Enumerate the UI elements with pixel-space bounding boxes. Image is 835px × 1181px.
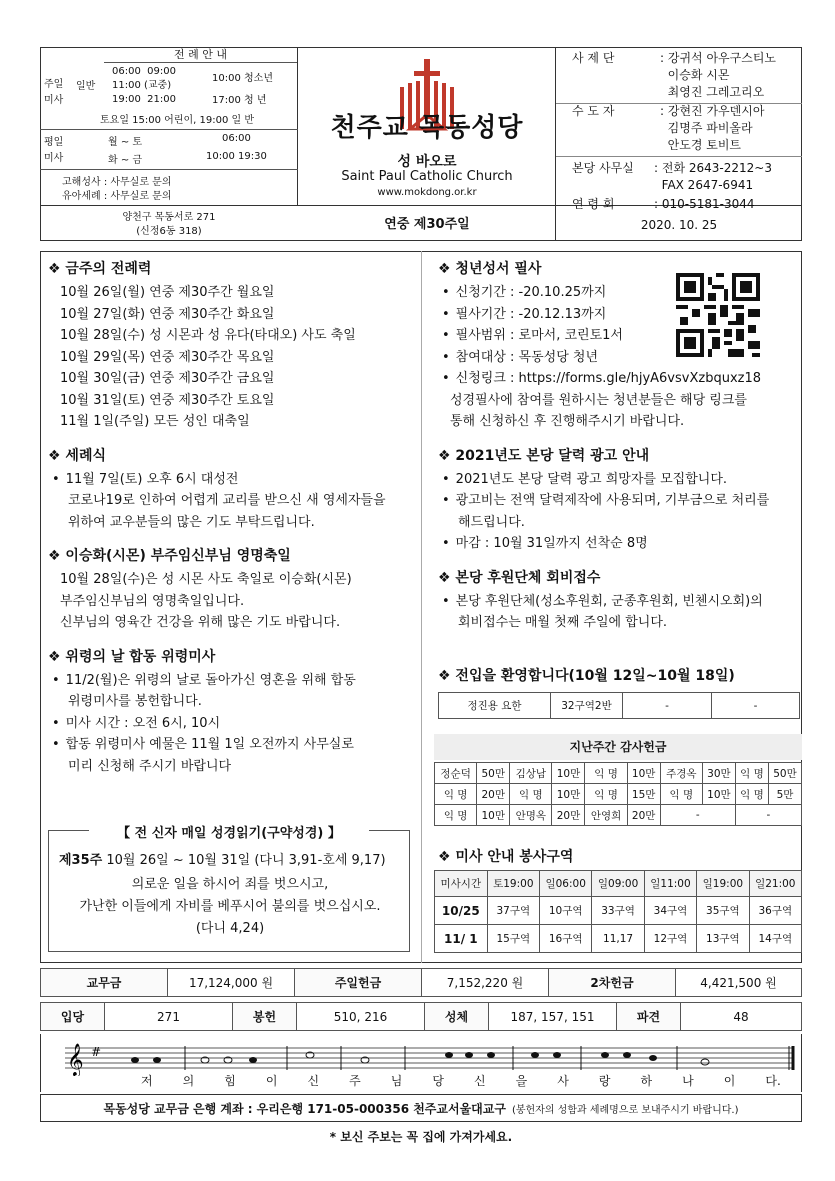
svg-text:𝄞: 𝄞 <box>67 1043 84 1076</box>
sunday-offering-label: 주일헌금 <box>295 969 422 997</box>
infant-line: 유아세례 : 사무실로 문의 <box>62 191 172 202</box>
donor-name: 익 명 <box>435 784 477 805</box>
bank-account-note: (봉헌자의 성함과 세례명으로 보내주시기 바랍니다.) <box>511 1104 739 1116</box>
donor-name: - <box>660 805 735 826</box>
list-item: 위하여 교우분들의 많은 기도 부탁드립니다. <box>68 514 315 530</box>
finance-table-1 <box>40 968 802 997</box>
list-item: 미리 신청해 주시기 바랍니다 <box>68 758 232 774</box>
lyric-syllable: 랑 <box>598 1074 611 1088</box>
dismissal-hymn-value: 48 <box>681 1003 802 1031</box>
list-item: 코로나19로 인하여 어렵게 교리를 받으신 새 영세자들을 <box>68 493 386 508</box>
lyric-syllable: 이 <box>265 1074 278 1088</box>
weekday-row1-time: 06:00 <box>222 133 251 144</box>
list-item: 10월 31일(토) 연중 제30주간 토요일 <box>60 392 275 408</box>
section-title: ❖ 위령의 날 합동 위령미사 <box>48 648 216 665</box>
table-cell: 16구역 <box>540 925 592 953</box>
lyric-syllable: 의 <box>182 1074 195 1088</box>
bible-week: 제35주 10월 26일 ~ 10월 31일 (다니 3,91-호세 9,17) <box>59 853 386 868</box>
staff-panel <box>572 50 800 213</box>
staff-religious: 수 도 자 : 강현진 가우덴시아 김명주 파비올라 안도경 토비트 <box>572 104 765 152</box>
table-row <box>435 897 802 925</box>
table-cell: 11,17 <box>592 925 644 953</box>
lyric-syllable: 힘 <box>224 1074 236 1088</box>
list-item: • 참여대상 : 목동성당 청년 <box>442 347 800 369</box>
donor-amount: 20만 <box>477 784 510 805</box>
lyric-syllable: 을 <box>515 1074 528 1088</box>
offertory-hymn-label: 봉헌 <box>233 1003 297 1031</box>
table-row <box>435 763 802 784</box>
list-item: • 11/2(월)은 위령의 날로 돌아가신 영혼을 위해 합동 <box>52 670 418 692</box>
lyrics <box>141 1072 781 1089</box>
lyric-syllable: 하 <box>640 1074 653 1088</box>
table-cell: 34구역 <box>644 897 696 925</box>
section-support-fees <box>438 567 800 634</box>
weekday-label: 평일 미사 <box>44 137 64 164</box>
list-item: 위령미사를 봉헌합니다. <box>68 694 202 709</box>
sunday-mass-label: 주일 미사 <box>44 79 64 106</box>
dismissal-hymn-label: 파견 <box>617 1003 681 1031</box>
table-cell: 36구역 <box>749 897 801 925</box>
section-title: ❖ 본당 후원단체 회비접수 <box>438 569 601 586</box>
table-cell: 15구역 <box>487 925 539 953</box>
table-cell: 35구역 <box>697 897 749 925</box>
church-name-en: Saint Paul Catholic Church <box>341 169 513 184</box>
donor-name: 익 명 <box>585 763 627 784</box>
lyric-syllable: 신 <box>474 1074 486 1088</box>
table-cell: 정진용 요한 <box>439 693 551 719</box>
address-line-1: 양천구 목동서로 271 <box>122 212 216 223</box>
bible-reading-box <box>48 826 410 952</box>
column-header: 일21:00 <box>749 871 801 897</box>
section-calendar-ad <box>438 445 800 555</box>
staff-priest: 사 제 단 : 강귀석 아우구스티노 이승화 시몬 최영진 그레고리오 <box>572 51 777 99</box>
donor-amount: 5만 <box>768 784 801 805</box>
column-header: 미사시간 <box>435 871 488 897</box>
lyric-syllable: 다. <box>765 1074 781 1088</box>
table-cell: 33구역 <box>592 897 644 925</box>
donor-amount: 10만 <box>477 805 510 826</box>
donor-amount: 50만 <box>477 763 510 784</box>
column-header: 일11:00 <box>644 871 696 897</box>
website: www.mokdong.or.kr <box>377 187 477 198</box>
donor-name: 정순덕 <box>435 763 477 784</box>
section-title: ❖ 이승화(시몬) 부주임신부님 영명축일 <box>48 548 291 564</box>
list-item: 10월 29일(목) 연중 제30주간 목요일 <box>60 349 275 365</box>
section-title: ❖ 2021년도 본당 달력 광고 안내 <box>438 447 650 464</box>
table-row <box>435 805 802 826</box>
list-item: • 마감 : 10월 31일까지 선착순 8명 <box>442 533 800 555</box>
table-cell: 13구역 <box>697 925 749 953</box>
donor-name: 안영희 <box>585 805 627 826</box>
mass-service-table <box>434 870 802 953</box>
schedule-panel <box>40 47 298 205</box>
section-title: ❖ 금주의 전례력 <box>48 261 152 277</box>
lyric-syllable: 님 <box>390 1074 403 1088</box>
youth-2: 17:00 청 년 <box>212 95 267 106</box>
weekday-row1-days: 월 ~ 토 <box>108 137 143 148</box>
table-row <box>435 784 802 805</box>
donor-amount: 10만 <box>702 784 735 805</box>
list-item: 10월 26일(월) 연중 제30주간 월요일 <box>60 285 275 300</box>
communion-hymn-label: 성체 <box>425 1003 489 1031</box>
donor-amount: 50만 <box>768 763 801 784</box>
bible-verse-ref: (다니 4,24) <box>195 921 265 936</box>
communion-hymn-value: 187, 157, 151 <box>489 1003 617 1031</box>
table-row <box>439 693 800 719</box>
table-cell: 11/ 1 <box>435 925 488 953</box>
left-column <box>48 258 418 777</box>
lyric-syllable: 신 <box>307 1074 320 1088</box>
donor-name: 익 명 <box>735 784 768 805</box>
list-item: 11월 1일(주일) 모든 성인 대축일 <box>60 414 250 429</box>
logo-panel <box>298 47 556 241</box>
donor-name: 익 명 <box>435 805 477 826</box>
footer-note: * 보신 주보는 꼭 집에 가져가세요. <box>329 1130 513 1144</box>
section-baptism <box>48 445 418 534</box>
list-item: • 미사 시간 : 오전 6시, 10시 <box>52 713 418 735</box>
lyric-syllable: 사 <box>557 1074 569 1088</box>
welcome-title: ❖ 전입을 환영합니다(10월 12일~10월 18일) <box>438 668 735 684</box>
list-item: 신부님의 영육간 건강을 위해 많은 기도 바랍니다. <box>60 615 341 630</box>
lyric-syllable: 주 <box>349 1074 361 1088</box>
weekday-row2-days: 화 ~ 금 <box>108 155 143 166</box>
entrance-hymn-value: 271 <box>105 1003 233 1031</box>
section-feast <box>48 545 418 634</box>
column-header: 일19:00 <box>697 871 749 897</box>
table-cell: 37구역 <box>487 897 539 925</box>
section-title: ❖ 세례식 <box>48 447 106 464</box>
donor-amount: 20만 <box>552 805 585 826</box>
donor-amount: 20만 <box>627 805 660 826</box>
list-item: 해드립니다. <box>458 514 525 530</box>
list-item: • 2021년도 본당 달력 광고 희망자를 모집합니다. <box>442 469 800 491</box>
lyric-syllable: 당 <box>432 1074 444 1088</box>
table-cell: 14구역 <box>749 925 801 953</box>
section-liturgy <box>48 258 418 433</box>
mass-service-title: ❖ 미사 안내 봉사구역 <box>438 849 574 865</box>
bank-account-main: 목동성당 교무금 은행 계좌 : 우리은행 171-05-000356 천주교서울대교구 <box>103 1101 506 1116</box>
weekday-row2-time: 10:00 19:30 <box>206 151 267 162</box>
second-offering-value: 4,421,500 원 <box>676 969 802 997</box>
column-header: 토19:00 <box>487 871 539 897</box>
table-cell: 10/25 <box>435 897 488 925</box>
section-requiem <box>48 646 418 778</box>
patron-kr: 성 바오로 <box>397 154 457 170</box>
offering-title: 지난주간 감사헌금 <box>434 734 802 760</box>
youth-1: 10:00 청소년 <box>212 73 273 84</box>
table-cell: - <box>712 693 800 719</box>
list-item: 부주임신부님의 영명축일입니다. <box>60 593 245 609</box>
donor-name: 김상남 <box>510 763 552 784</box>
donor-name: 익 명 <box>510 784 552 805</box>
confession-line: 고해성사 : 사무실로 문의 <box>62 177 172 188</box>
yeonryeong-contact: 연 령 회 : 010-5181-3044 <box>572 197 755 211</box>
table-row <box>435 925 802 953</box>
list-item: • 본당 후원단체(성소후원회, 군종후원회, 빈첸시오회)의 <box>442 591 800 613</box>
table-row <box>41 969 802 997</box>
list-item: • 필사기간 : -20.12.13까지 <box>442 304 800 326</box>
table-cell: - <box>623 693 712 719</box>
lyric-syllable: 나 <box>682 1074 694 1088</box>
donor-name: - <box>735 805 801 826</box>
tithe-label: 교무금 <box>41 969 168 997</box>
bible-verse-2: 가난한 이들에게 자비를 베푸시어 불의를 벗으십시오. <box>79 899 381 914</box>
sunday-title: 연중 제30주일 <box>384 217 470 232</box>
table-row <box>41 1003 802 1031</box>
list-item: 통해 신청하신 후 진행해주시기 바랍니다. <box>450 414 685 429</box>
list-item: 10월 30일(금) 연중 제30주간 금요일 <box>60 371 275 386</box>
bank-account-bar <box>40 1094 802 1122</box>
list-item: • 11월 7일(토) 오후 6시 대성전 <box>52 469 418 491</box>
sunday-times: 06:00 09:00 11:00 (교중) 19:00 21:00 <box>112 66 176 105</box>
donor-amount: 30만 <box>702 763 735 784</box>
column-header: 일09:00 <box>592 871 644 897</box>
qr-code-icon <box>676 273 760 357</box>
sunday-sub: 일반 <box>76 81 96 92</box>
donor-name: 익 명 <box>585 784 627 805</box>
address <box>40 211 298 239</box>
list-item: • 신청링크 : https://forms.gle/hjyA6vsvXzbquxz18 <box>442 368 800 390</box>
saturday-line: 토요일 15:00 어린이, 19:00 일 반 <box>100 115 254 126</box>
bible-title: 【 전 신자 매일 성경읽기(구약성경) 】 <box>89 822 369 841</box>
list-item: • 합동 위령미사 예물은 11월 1일 오전까지 사무실로 <box>52 734 418 756</box>
schedule-title: 전 례 안 내 <box>104 47 297 63</box>
music-staff <box>40 1034 802 1092</box>
list-item: • 신청기간 : -20.10.25까지 <box>442 282 800 304</box>
church-name-kr: 천주교 목동성당 <box>330 113 524 143</box>
list-item: • 광고비는 전액 달력제작에 사용되며, 기부금으로 처리를 <box>442 490 800 512</box>
donor-name: 익 명 <box>660 784 702 805</box>
donor-name: 익 명 <box>735 763 768 784</box>
second-offering-label: 2차헌금 <box>549 969 676 997</box>
table-cell: 12구역 <box>644 925 696 953</box>
bible-verse-1: 의로운 일을 하시어 죄를 벗으시고, <box>131 877 329 892</box>
tithe-value: 17,124,000 원 <box>168 969 295 997</box>
list-item: 10월 28일(수) 성 시몬과 성 유다(타대오) 사도 축일 <box>60 328 356 343</box>
donor-amount: 15만 <box>627 784 660 805</box>
table-row <box>435 871 802 897</box>
issue-date: 2020. 10. 25 <box>640 218 718 232</box>
donor-amount: 10만 <box>552 784 585 805</box>
finance-table-2 <box>40 1002 802 1031</box>
donor-name: 주경옥 <box>660 763 702 784</box>
section-title: ❖ 청년성서 필사 <box>438 261 542 277</box>
donor-name: 안명옥 <box>510 805 552 826</box>
address-line-2: (신정6동 318) <box>136 226 202 237</box>
list-item: • 필사범위 : 로마서, 코린토1서 <box>442 325 800 347</box>
welcome-table <box>438 692 800 719</box>
table-cell: 32구역2반 <box>551 693 623 719</box>
column-header: 일06:00 <box>540 871 592 897</box>
offering-table <box>434 762 802 826</box>
list-item: 10월 28일(수)은 성 시몬 사도 축일로 이승화(시몬) <box>60 572 352 587</box>
music-notes-icon <box>65 1042 805 1076</box>
lyric-syllable: 저 <box>141 1074 153 1088</box>
donor-amount: 10만 <box>627 763 660 784</box>
list-item: 10월 27일(화) 연중 제30주간 화요일 <box>60 306 275 322</box>
list-item: 회비접수는 매월 첫째 주일에 합니다. <box>458 615 668 630</box>
sunday-offering-value: 7,152,220 원 <box>422 969 549 997</box>
table-cell: 10구역 <box>540 897 592 925</box>
svg-text:#: # <box>91 1045 102 1059</box>
office-contact: 본당 사무실 : 전화 2643-2212~3 FAX 2647-6941 <box>572 161 772 192</box>
donor-amount: 10만 <box>552 763 585 784</box>
lyric-syllable: 이 <box>723 1074 736 1088</box>
list-item: 성경필사에 참여를 원하시는 청년분들은 해당 링크를 <box>450 392 747 408</box>
entrance-hymn-label: 입당 <box>41 1003 105 1031</box>
offertory-hymn-value: 510, 216 <box>297 1003 425 1031</box>
